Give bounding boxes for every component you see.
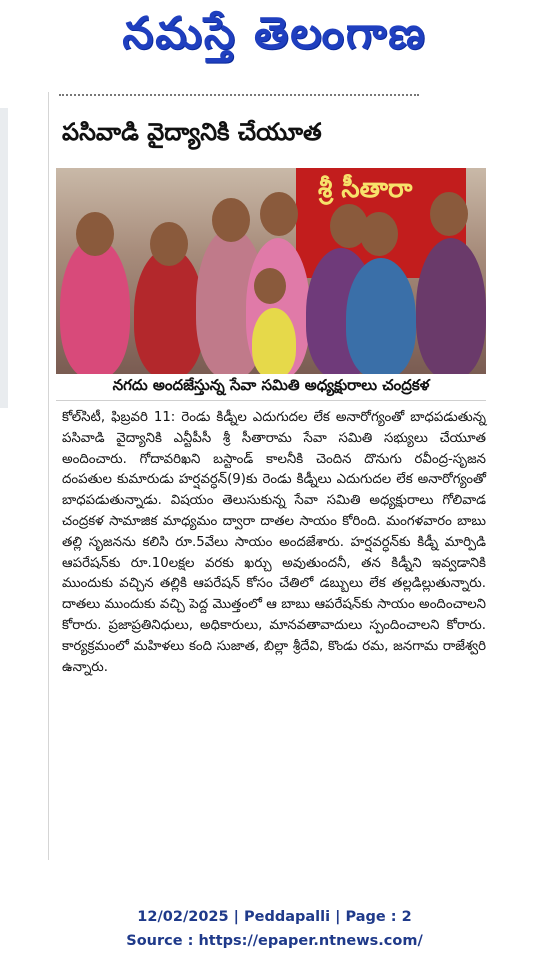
photo-person bbox=[416, 238, 486, 374]
photo-person bbox=[346, 258, 416, 374]
photo-person bbox=[134, 248, 204, 374]
photo-person-head bbox=[260, 192, 298, 236]
masthead-logo: నమస్తే తెలంగాణ bbox=[122, 8, 427, 59]
photo-person-head bbox=[76, 212, 114, 256]
photo-child bbox=[252, 308, 296, 374]
photo-person-head bbox=[150, 222, 188, 266]
photo-person-head bbox=[212, 198, 250, 242]
page-footer bbox=[0, 905, 549, 953]
article-photo bbox=[56, 168, 486, 374]
photo-child-head bbox=[254, 268, 286, 304]
footer-source: Source : https://epaper.ntnews.com/ bbox=[126, 933, 423, 949]
photo-caption: నగదు అందజేస్తున్న సేవా సమితి అధ్యక్షురాలు చంద్రకళ bbox=[56, 376, 486, 401]
photo-person-head bbox=[360, 212, 398, 256]
page-edge-strip bbox=[0, 108, 8, 408]
clipping-cut-line bbox=[59, 94, 419, 102]
photo-person bbox=[60, 238, 130, 374]
footer-meta: 12/02/2025 | Peddapalli | Page : 2 bbox=[137, 909, 412, 925]
photo-banner-text: శ్రీ సీతారా bbox=[318, 174, 413, 204]
newspaper-masthead bbox=[0, 0, 549, 78]
photo-person-head bbox=[430, 192, 468, 236]
article-body: కోల్‌సిటీ, ఫిబ్రవరి 11: రెండు కిడ్నీల ఎదుగుదల లేక అనారోగ్యంతో బాధపడుతున్న పసివాడి వైద్యానికి ఎన్టీపీసీ శ్రీ సీతారామ సేవా సమితి సభ్యులు చేయూత అందించారు. గోదావరిఖని బస్టాండ్ కాలనీకి చెందిన దొనుగు రవీంద్ర-సృజన దంపతుల కుమారుడు హర్షవర్ధన్(9)కు రెండు కిడ్నీలు ఎదుగుదల లేక అనారోగ్యంతో బాధపడుతున్నాడు. విషయం తెలుసుకున్న సేవా సమితి అధ్యక్షురాలు గోలివాడ చంద్రకళ సామాజిక మాధ్యమం ద్వారా దాతల సాయం కోరింది. మంగళవారం బాబు తల్లి సృజనను కలిసి రూ.5వేలు సాయం అందజేశారు. హర్షవర్ధన్‌కు కిడ్నీ మార్పిడి ఆపరేషన్‌కు రూ.10లక్షల వరకు ఖర్చు అవుతుందనీ, తన కిడ్నీని ఇవ్వడానికి ముందుకు వచ్చిన తల్లికి ఆపరేషన్ కోసం చేతిలో డబ్బులు లేక తల్లడిల్లుతున్నారు. దాతలు ముందుకు వచ్చి పెద్ద మొత్తంలో ఆ బాబు ఆపరేషన్‌కు సాయం అందించాలని కోరారు. ప్రజాప్రతినిధులు, అధికారులు, మానవతావాదులు స్పందించాలని కోరారు. కార్యక్రమంలో మహిళలు కంది సుజాత, బిల్లా శ్రీదేవి, కొండు రమ, జనగామ రాజేశ్వరి ఉన్నారు. bbox=[62, 410, 486, 675]
article-headline: పసివాడి వైద్యానికి చేయూత bbox=[62, 118, 322, 146]
